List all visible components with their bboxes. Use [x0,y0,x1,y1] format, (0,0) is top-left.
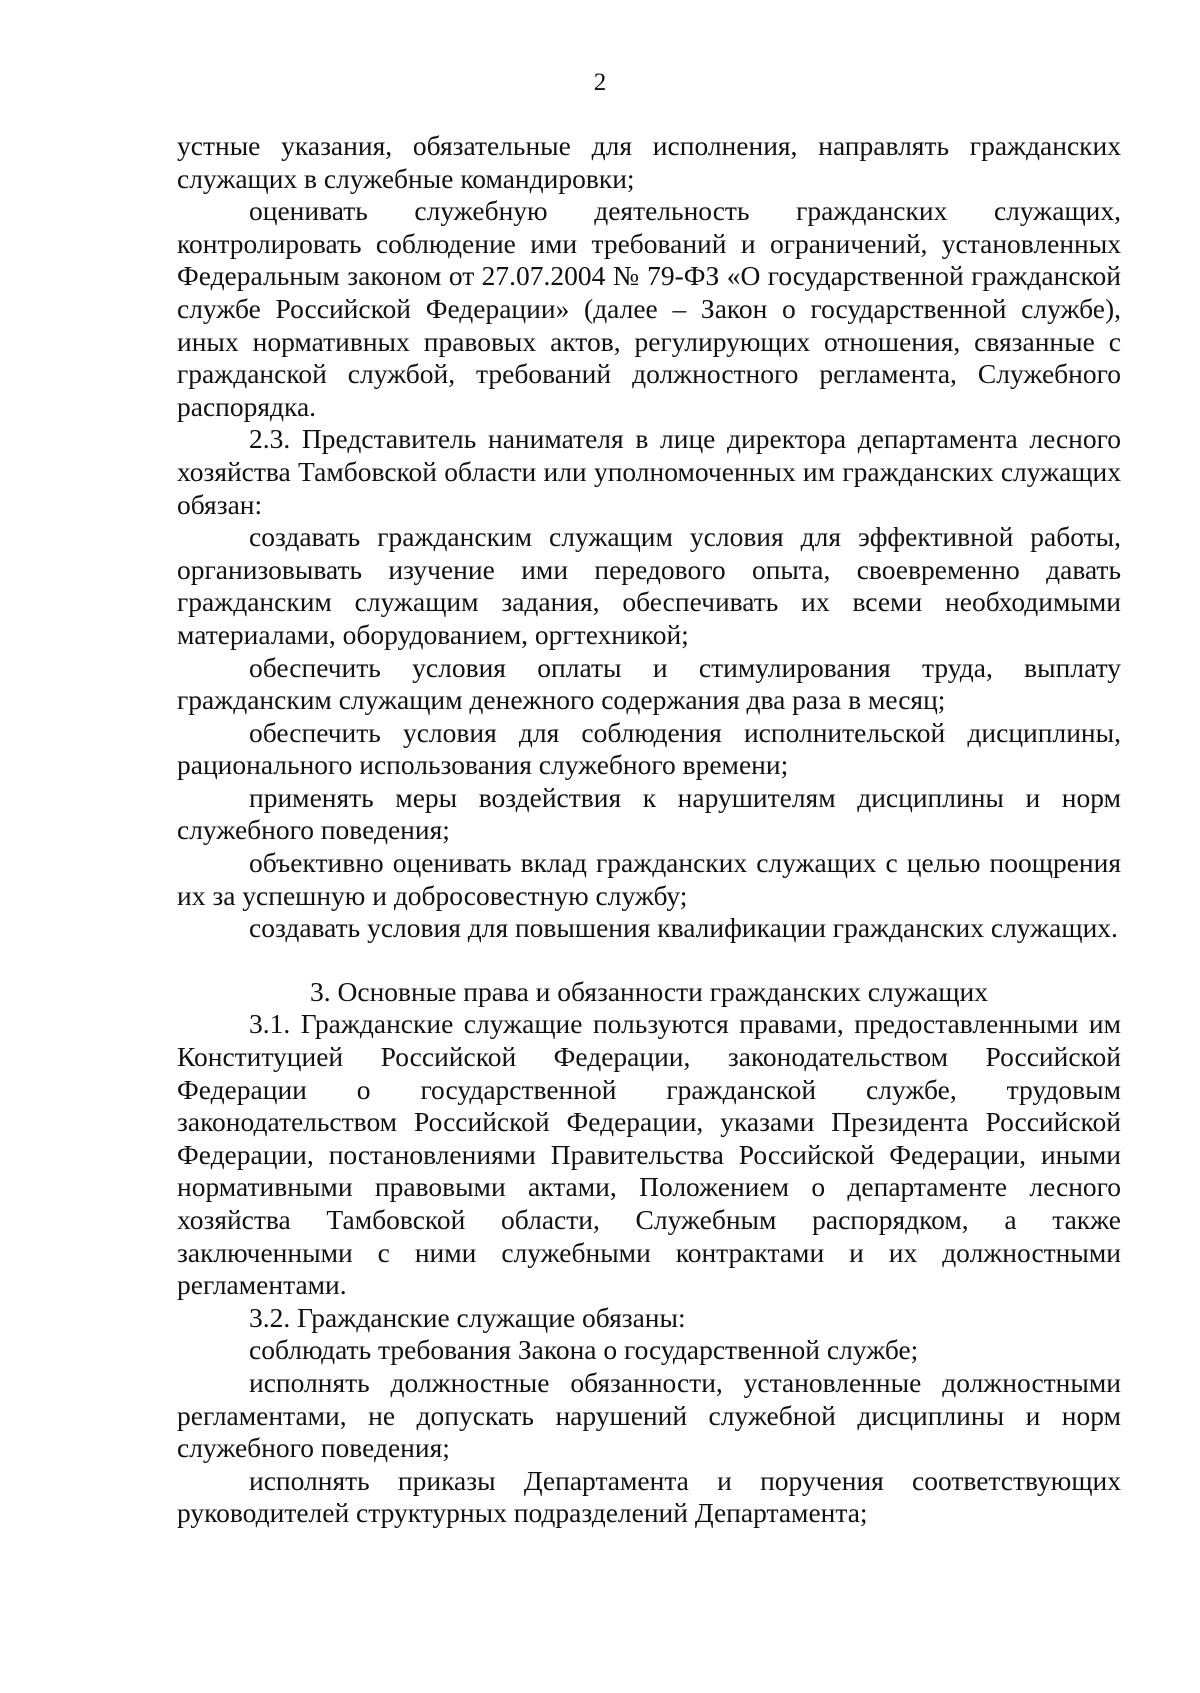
paragraph: исполнять приказы Департамента и поручения соответствующих руководителей структурных подразделений Департамента; [177,1464,1121,1529]
paragraph: соблюдать требования Закона о государственной службе; [249,1334,919,1366]
paragraph: создавать условия для повышения квалификации гражданских служащих. [249,912,1118,944]
paragraph: обеспечить условия для соблюдения исполнительской дисциплины, рационального использования служебного времени; [177,716,1121,781]
paragraph: 2.3. Представитель нанимателя в лице директора департамента лесного хозяйства Тамбовской области или уполномоченных им гражданских служащих обязан: [177,423,1121,520]
document-body [177,130,1121,1530]
paragraph: применять меры воздействия к нарушителям дисциплины и норм служебного поведения; [177,781,1121,846]
paragraph: создавать гражданским служащим условия для эффективной работы, организовывать изучение ими передового опыта, своевременно давать гражданским служащим задания, обеспечивать их всеми необходимыми материалами, оборудованием, оргтехникой; [177,521,1121,650]
paragraph: 3.2. Гражданские служащие обязаны: [249,1301,686,1333]
section-heading: 3. Основные права и обязанности гражданских служащих [310,975,988,1007]
paragraph: 3.1. Гражданские служащие пользуются правами, предоставленными им Конституцией Российской Федерации, законодательством Российской Федерации о государственной гражданской службе, трудовым законодательством Российской Федерации, указами Президента Российской Федерации, постановлениями Правительства Российской Федерации, иными нормативными правовыми актами, Положением о департаменте лесного хозяйства Тамбовской области, Служебным распорядком, а также заключенными с ними служебными контрактами и их должностными регламентами. [177,1008,1121,1301]
paragraph: исполнять должностные обязанности, установленные должностными регламентами, не допускать нарушений служебной дисциплины и норм служебного поведения; [177,1366,1121,1464]
paragraph: обеспечить условия оплаты и стимулирования труда, выплату гражданским служащим денежного содержания два раза в месяц; [177,651,1121,716]
paragraph: объективно оценивать вклад гражданских служащих с целью поощрения их за успешную и добросовестную службу; [177,847,1121,911]
paragraph: оценивать служебную деятельность гражданских служащих, контролировать соблюдение ими требований и ограничений, установленных Федеральным законом от 27.07.2004 № 79-ФЗ «О государственной гражданской службе Российской Федерации» (далее – Закон о государственной службе), иных нормативных правовых актов, регулирующих отношения, связанные с гражданской службой, требований должностного регламента, Служебного распорядка. [177,195,1121,422]
page-number: 2 [593,69,607,96]
paragraph: устные указания, обязательные для исполнения, направлять гражданских служащих в служебные командировки; [177,130,1121,194]
